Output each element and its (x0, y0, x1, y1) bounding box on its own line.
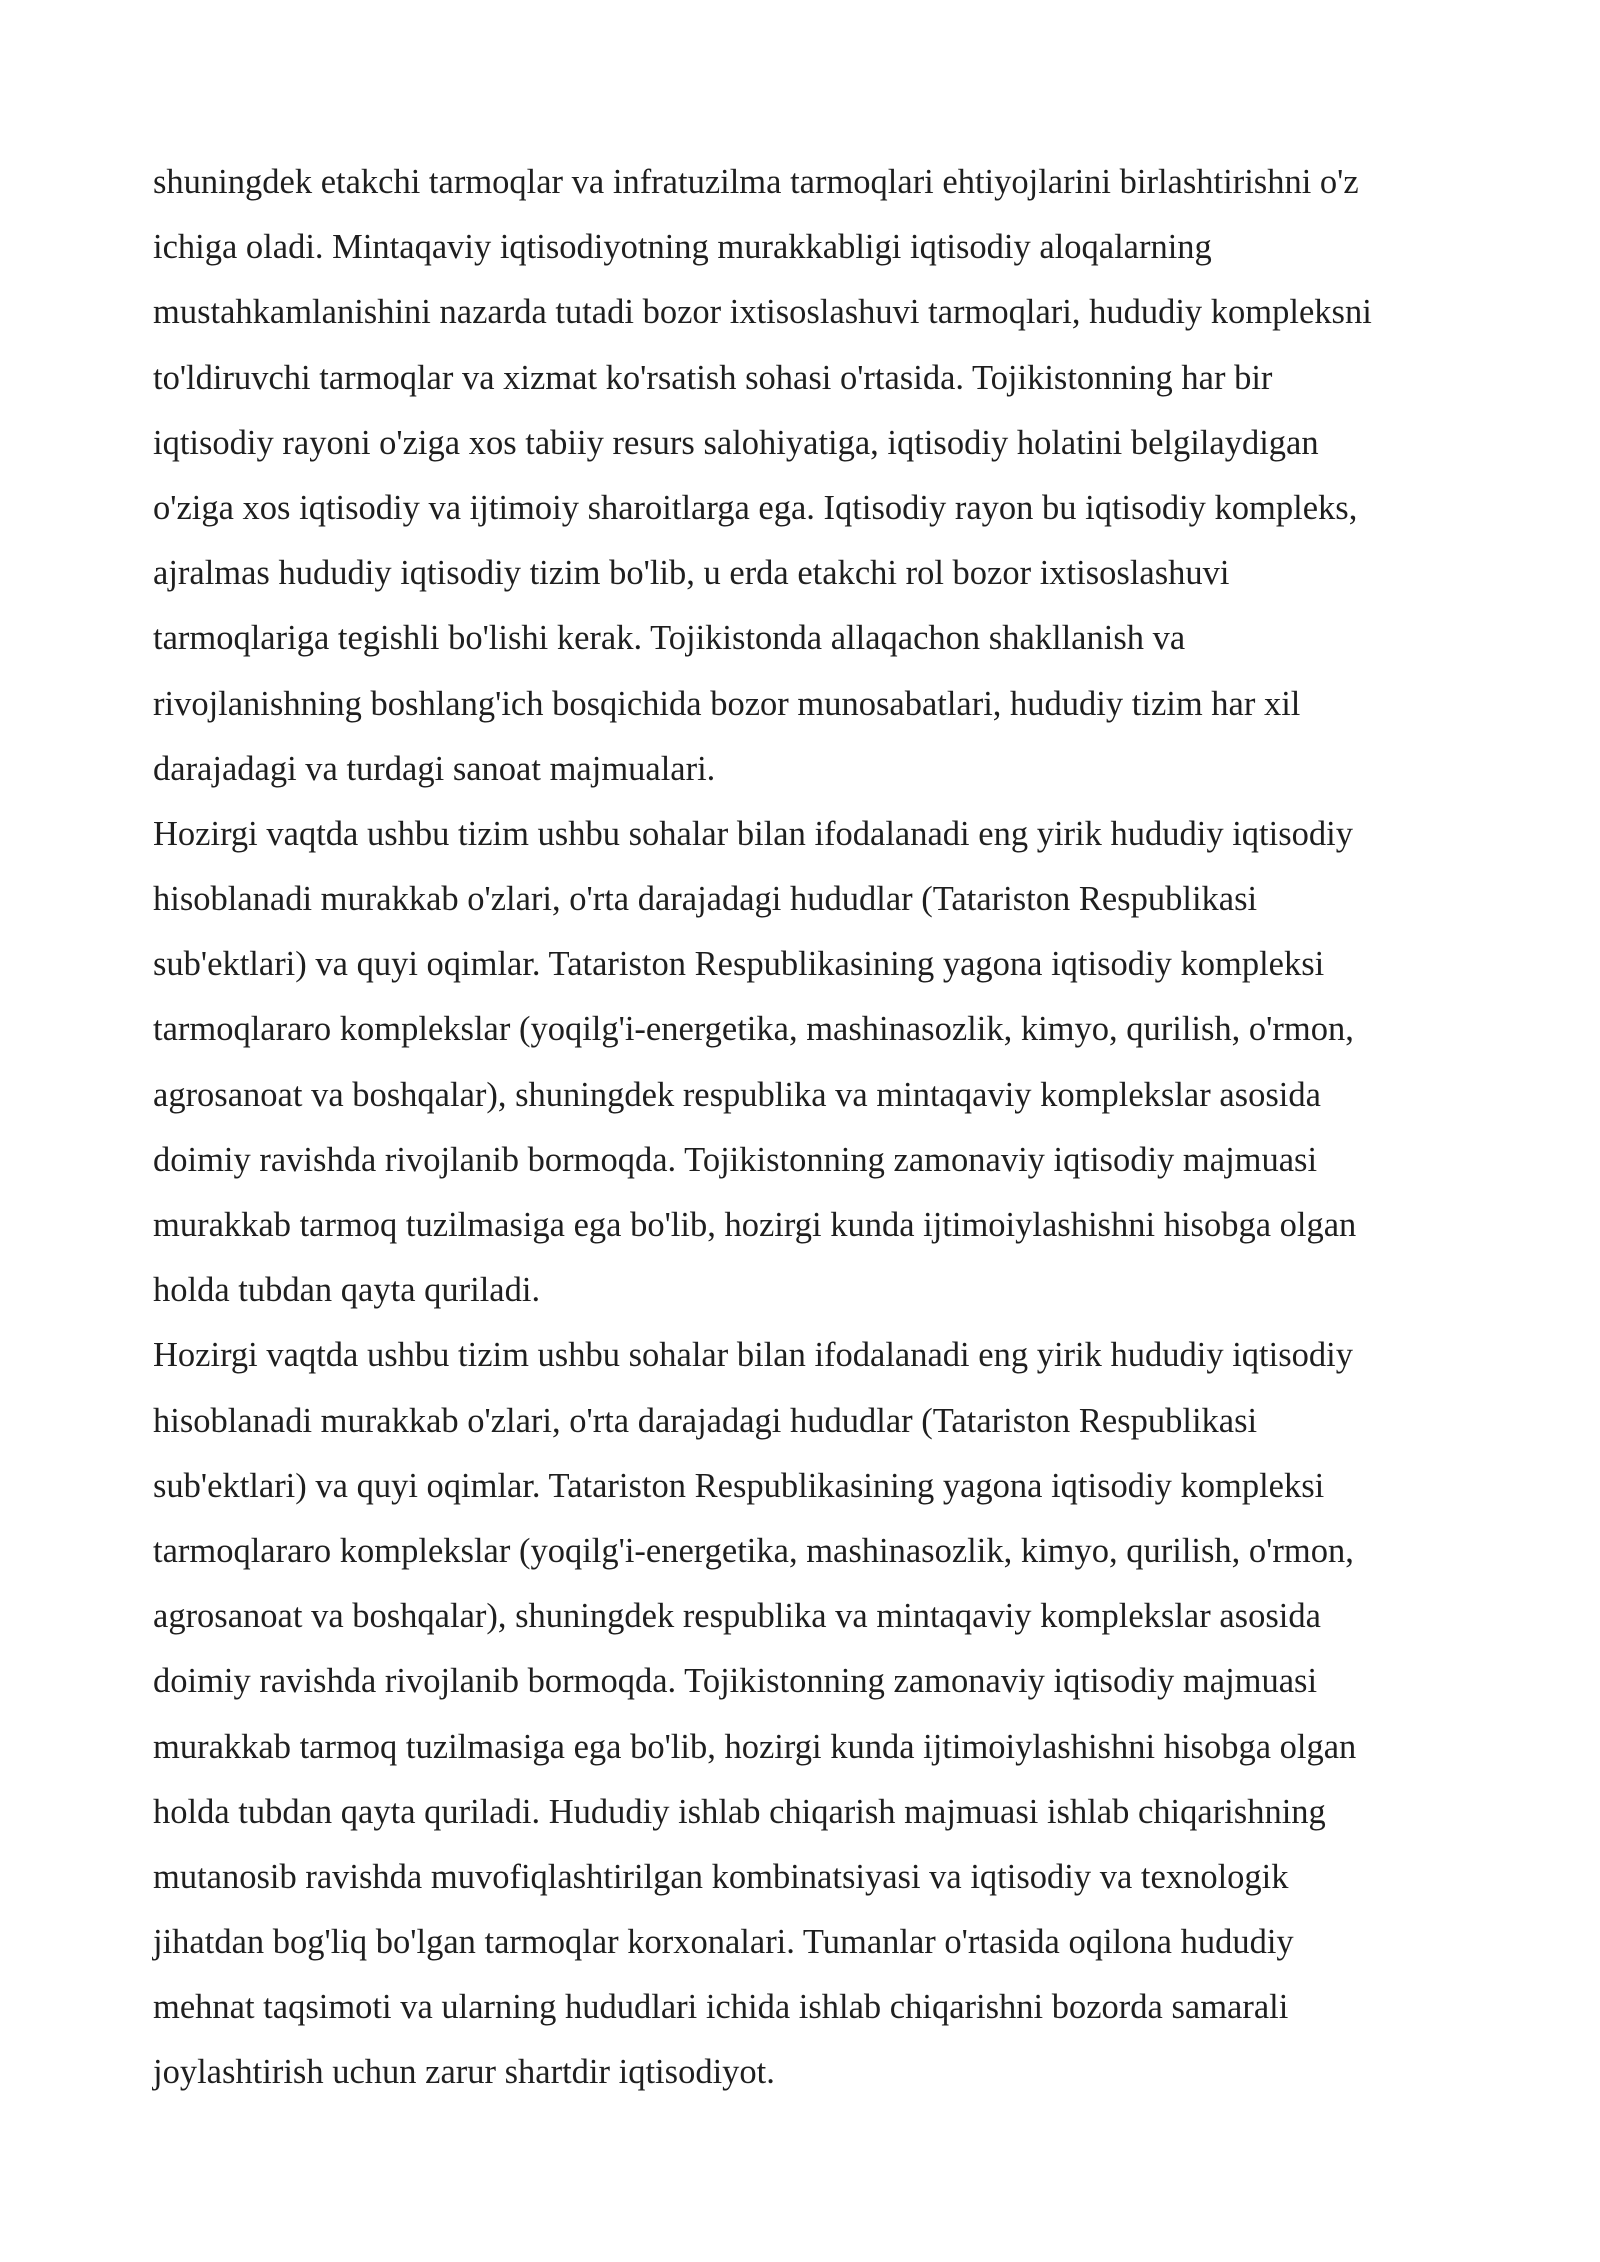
text-line: murakkab tarmoq tuzilmasiga ega bo'lib, hozirgi kunda ijtimoiylashishni hisobga olgan (153, 1727, 1357, 1766)
text-line: Hozirgi vaqtda ushbu tizim ushbu sohalar bilan ifodalanadi eng yirik hududiy iqtisodiy (153, 814, 1353, 853)
text-line: mehnat taqsimoti va ularning hududlari ichida ishlab chiqarishni bozorda samarali (153, 1988, 1289, 2027)
text-line: tarmoqlararo komplekslar (yoqilg'i-energetika, mashinasozlik, kimyo, qurilish, o'rmon, (153, 1010, 1354, 1049)
text-line: joylashtirish uchun zarur shartdir iqtisodiyot. (153, 2053, 775, 2092)
text-line: tarmoqlariga tegishli bo'lishi kerak. Tojikistonda allaqachon shakllanish va (153, 619, 1186, 658)
text-line: agrosanoat va boshqalar), shuningdek respublika va mintaqaviy komplekslar asosida (153, 1597, 1321, 1636)
text-line: o'ziga xos iqtisodiy va ijtimoiy sharoitlarga ega. Iqtisodiy rayon bu iqtisodiy kompleks, (153, 488, 1358, 527)
body-text (153, 150, 1483, 2106)
text-line: hisoblanadi murakkab o'zlari, o'rta darajadagi hududlar (Tatariston Respublikasi (153, 880, 1258, 919)
text-line: doimiy ravishda rivojlanib bormoqda. Tojikistonning zamonaviy iqtisodiy majmuasi (153, 1140, 1318, 1179)
text-line: holda tubdan qayta quriladi. Hududiy ishlab chiqarish majmuasi ishlab chiqarishning (153, 1792, 1326, 1831)
text-line: sub'ektlari) va quyi oqimlar. Tatariston Respublikasining yagona iqtisodiy kompleksi (153, 1466, 1325, 1505)
text-line: murakkab tarmoq tuzilmasiga ega bo'lib, hozirgi kunda ijtimoiylashishni hisobga olgan (153, 1206, 1357, 1244)
text-line: jihatdan bog'liq bo'lgan tarmoqlar korxonalari. Tumanlar o'rtasida oqilona hududiy (153, 1923, 1294, 1962)
text-line: rivojlanishning boshlang'ich bosqichida bozor munosabatlari, hududiy tizim har xil (153, 684, 1301, 723)
text-line: to'ldiruvchi tarmoqlar va xizmat ko'rsatish sohasi o'rtasida. Tojikistonning har bir (153, 358, 1273, 397)
text-line: tarmoqlararo komplekslar (yoqilg'i-energetika, mashinasozlik, kimyo, qurilish, o'rmon, (153, 1531, 1354, 1570)
text-line: ajralmas hududiy iqtisodiy tizim bo'lib, u erda etakchi rol bozor ixtisoslashuvi (153, 554, 1230, 593)
text-line: holda tubdan qayta quriladi. (153, 1271, 541, 1310)
text-line: darajadagi va turdagi sanoat majmualari. (153, 749, 716, 788)
text-line: mustahkamlanishini nazarda tutadi bozor ixtisoslashuvi tarmoqlari, hududiy kompleksni (153, 293, 1372, 332)
text-line: ichiga oladi. Mintaqaviy iqtisodiyotning murakkabligi iqtisodiy aloqalarning (153, 228, 1212, 267)
text-line: Hozirgi vaqtda ushbu tizim ushbu sohalar bilan ifodalanadi eng yirik hududiy iqtisodiy (153, 1336, 1353, 1375)
text-line: agrosanoat va boshqalar), shuningdek respublika va mintaqaviy komplekslar asosida (153, 1075, 1321, 1114)
text-line: iqtisodiy rayoni o'ziga xos tabiiy resurs salohiyatiga, iqtisodiy holatini belgilaydigan (153, 423, 1319, 462)
text-line: sub'ektlari) va quyi oqimlar. Tatariston Respublikasining yagona iqtisodiy kompleksi (153, 945, 1325, 984)
text-line: mutanosib ravishda muvofiqlashtirilgan kombinatsiyasi va iqtisodiy va texnologik (153, 1857, 1289, 1896)
text-line: shuningdek etakchi tarmoqlar va infratuzilma tarmoqlari ehtiyojlarini birlashtirishni o'z (153, 163, 1359, 201)
text-line: hisoblanadi murakkab o'zlari, o'rta darajadagi hududlar (Tatariston Respublikasi (153, 1401, 1258, 1440)
text-line: doimiy ravishda rivojlanib bormoqda. Tojikistonning zamonaviy iqtisodiy majmuasi (153, 1662, 1318, 1701)
